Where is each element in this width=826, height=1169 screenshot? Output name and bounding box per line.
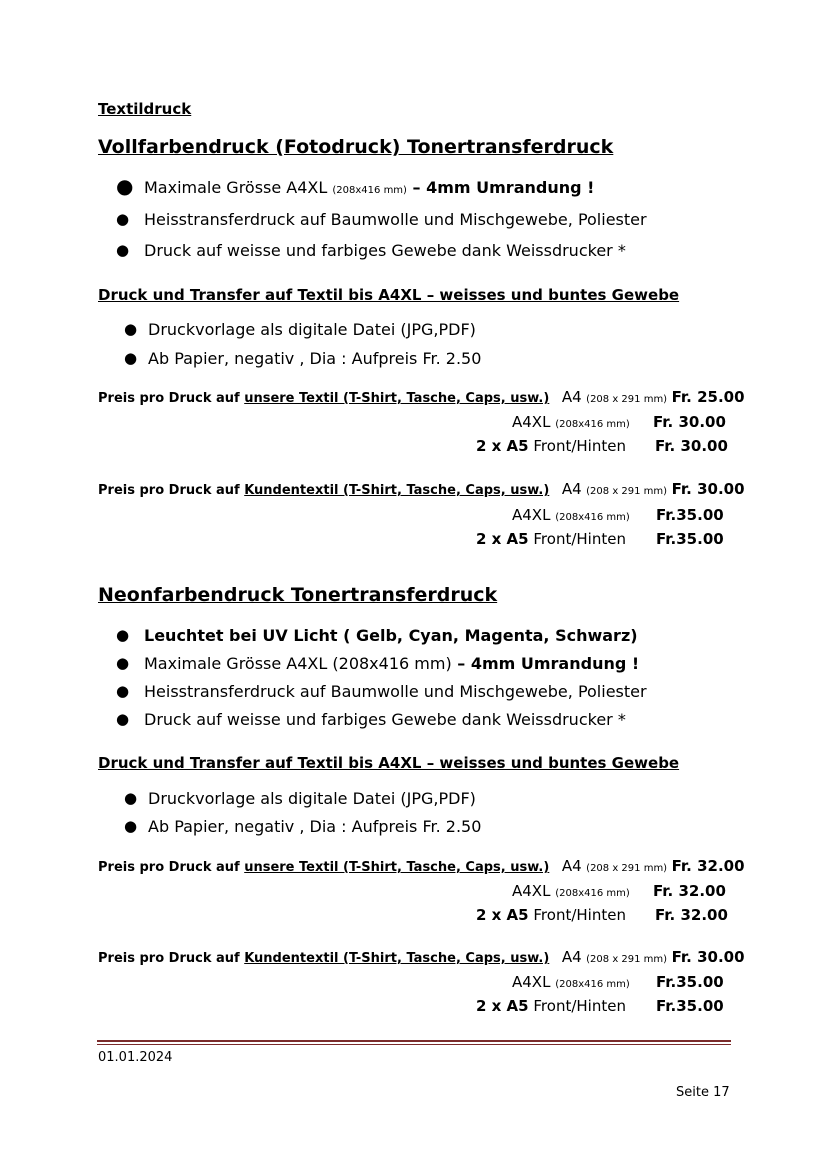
section-1-price2-a5-amount: Fr.35.00 (656, 530, 724, 548)
section-1-price-a5-amount: Fr. 30.00 (655, 437, 728, 455)
section-1-price-row-a5: 2 x A5 Front/Hinten (476, 437, 626, 455)
section-2-price-a5-amount: Fr. 32.00 (655, 906, 728, 924)
bullet-icon: ● (116, 626, 130, 644)
bullet-icon: ● (124, 789, 138, 807)
bullet-icon: ● (124, 349, 138, 367)
section-2-price2-a4xl-amount: Fr.35.00 (656, 973, 724, 991)
textile-link: unsere Textil (T-Shirt, Tasche, Caps, usw.) (244, 391, 550, 406)
bullet-icon: ● (116, 174, 134, 198)
footer-date: 01.01.2024 (98, 1050, 173, 1065)
section-1-price-a4xl-amount: Fr. 30.00 (653, 413, 726, 431)
section-1-price-row-a4xl: A4XL (208x416 mm) (512, 413, 630, 431)
section-1-price2-row-a4: Preis pro Druck auf Kundentextil (T-Shirt, Tasche, Caps, usw.) A4 (208 x 291 mm) Fr. 30.00 (98, 480, 745, 498)
section-2-price2-row-a5: 2 x A5 Front/Hinten (476, 997, 626, 1015)
footer-rule (97, 1040, 731, 1042)
section-2-title: Neonfarbendruck Tonertransferdruck (98, 584, 498, 606)
footer-page-number: Seite 17 (676, 1085, 730, 1100)
customer-textile-link: Kundentextil (T-Shirt, Tasche, Caps, usw.) (244, 483, 550, 498)
bullet-icon: ● (116, 241, 130, 259)
bullet-icon: ● (116, 682, 130, 700)
section-2-price-a4xl-amount: Fr. 32.00 (653, 882, 726, 900)
section-2-price-row-a4xl: A4XL (208x416 mm) (512, 882, 630, 900)
footer-rule-thin (97, 1044, 731, 1045)
section-2-price-row-a5: 2 x A5 Front/Hinten (476, 906, 626, 924)
page-heading: Textildruck (98, 100, 192, 118)
section-1-price2-a4xl-amount: Fr.35.00 (656, 506, 724, 524)
section-2-price2-row-a4: Preis pro Druck auf Kundentextil (T-Shirt, Tasche, Caps, usw.) A4 (208 x 291 mm) Fr. 30.00 (98, 948, 745, 966)
section-1-price2-row-a4xl: A4XL (208x416 mm) (512, 506, 630, 524)
section-1-price2-row-a5: 2 x A5 Front/Hinten (476, 530, 626, 548)
bullet-icon: ● (116, 210, 130, 228)
section-2-subheading: Druck und Transfer auf Textil bis A4XL – weisses und buntes Gewebe (98, 754, 680, 772)
bullet-icon: ● (124, 320, 138, 338)
section-1-subheading: Druck und Transfer auf Textil bis A4XL – weisses und buntes Gewebe (98, 286, 680, 304)
section-1-title: Vollfarbendruck (Fotodruck) Tonertransferdruck (98, 136, 614, 158)
section-2-price-row-a4: Preis pro Druck auf unsere Textil (T-Shirt, Tasche, Caps, usw.) A4 (208 x 291 mm) Fr. 32.00 (98, 857, 745, 875)
section-2-price2-a5-amount: Fr.35.00 (656, 997, 724, 1015)
section-1-price-row-a4: Preis pro Druck auf unsere Textil (T-Shirt, Tasche, Caps, usw.) A4 (208 x 291 mm) Fr. 25.00 (98, 388, 745, 406)
textile-link: unsere Textil (T-Shirt, Tasche, Caps, usw.) (244, 860, 550, 875)
customer-textile-link: Kundentextil (T-Shirt, Tasche, Caps, usw.) (244, 951, 550, 966)
bullet-icon: ● (124, 817, 138, 835)
section-2-price2-row-a4xl: A4XL (208x416 mm) (512, 973, 630, 991)
bullet-icon: ● (116, 654, 130, 672)
bullet-icon: ● (116, 710, 130, 728)
